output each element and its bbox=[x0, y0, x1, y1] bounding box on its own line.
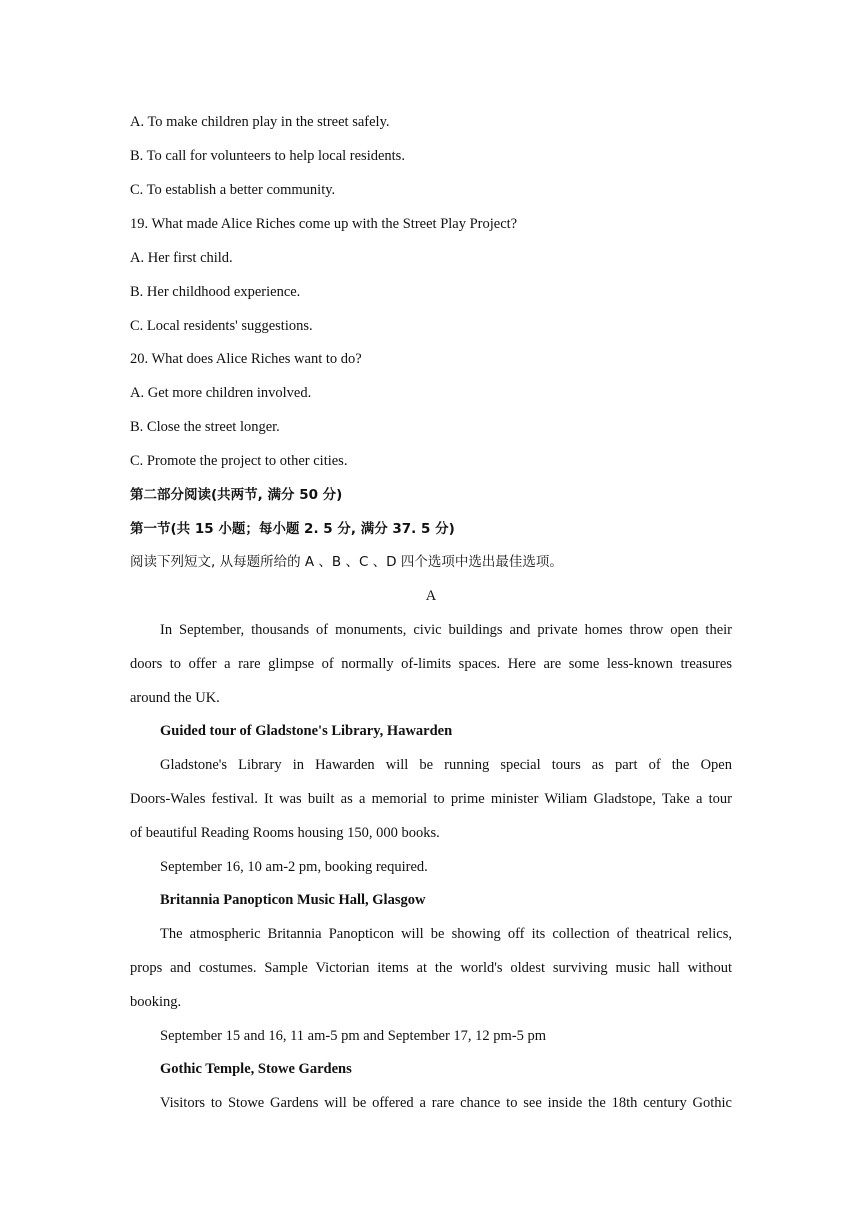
q19-option-b: B. Her childhood experience. bbox=[130, 284, 301, 300]
item1-body-1: Gladstone's Library in Hawarden will be running special tours as part of the Open bbox=[160, 757, 732, 773]
item1-title: Guided tour of Gladstone's Library, Hawarden bbox=[160, 723, 453, 739]
section-part2-heading: 第二部分阅读(共两节, 满分 50 分) bbox=[130, 487, 343, 503]
item2-body-1: The atmospheric Britannia Panopticon will be showing off its collection of theatrical relics, bbox=[160, 926, 732, 942]
option-b-prev: B. To call for volunteers to help local residents. bbox=[130, 148, 405, 164]
item3-body-1: Visitors to Stowe Gardens will be offered a rare chance to see inside the 18th century Gothic bbox=[160, 1095, 732, 1111]
item2-body-2: props and costumes. Sample Victorian items at the world's oldest surviving music hall without bbox=[130, 960, 732, 976]
item3-title: Gothic Temple, Stowe Gardens bbox=[160, 1061, 352, 1077]
q20-option-b: B. Close the street longer. bbox=[130, 419, 280, 435]
instructions: 阅读下列短文, 从每题所给的 A 、B 、C 、D 四个选项中选出最佳选项。 bbox=[130, 554, 563, 570]
item1-time: September 16, 10 am-2 pm, booking required. bbox=[160, 859, 428, 875]
item2-title: Britannia Panopticon Music Hall, Glasgow bbox=[160, 892, 426, 908]
item1-body-3: of beautiful Reading Rooms housing 150, 000 books. bbox=[130, 825, 440, 841]
passage-label: A bbox=[425, 588, 437, 604]
intro-line-3: around the UK. bbox=[130, 690, 220, 706]
q20-option-c: C. Promote the project to other cities. bbox=[130, 453, 348, 469]
question-19: 19. What made Alice Riches come up with the Street Play Project? bbox=[130, 216, 518, 232]
section-1-heading: 第一节(共 15 小题；每小题 2. 5 分, 满分 37. 5 分) bbox=[130, 521, 455, 537]
intro-line-1: In September, thousands of monuments, civic buildings and private homes throw open their bbox=[160, 622, 732, 638]
q19-option-c: C. Local residents' suggestions. bbox=[130, 318, 313, 334]
q19-option-a: A. Her first child. bbox=[130, 250, 233, 266]
intro-line-2: doors to offer a rare glimpse of normally of-limits spaces. Here are some less-known treasures bbox=[130, 656, 732, 672]
option-a-prev: A. To make children play in the street safely. bbox=[130, 114, 390, 130]
q20-option-a: A. Get more children involved. bbox=[130, 385, 312, 401]
item1-body-2: Doors-Wales festival. It was built as a memorial to prime minister Wiliam Gladstope, Take a tour bbox=[130, 791, 732, 807]
option-c-prev: C. To establish a better community. bbox=[130, 182, 336, 198]
item2-body-3: booking. bbox=[130, 994, 182, 1010]
question-20: 20. What does Alice Riches want to do? bbox=[130, 351, 362, 367]
item2-time: September 15 and 16, 11 am-5 pm and September 17, 12 pm-5 pm bbox=[160, 1028, 547, 1044]
